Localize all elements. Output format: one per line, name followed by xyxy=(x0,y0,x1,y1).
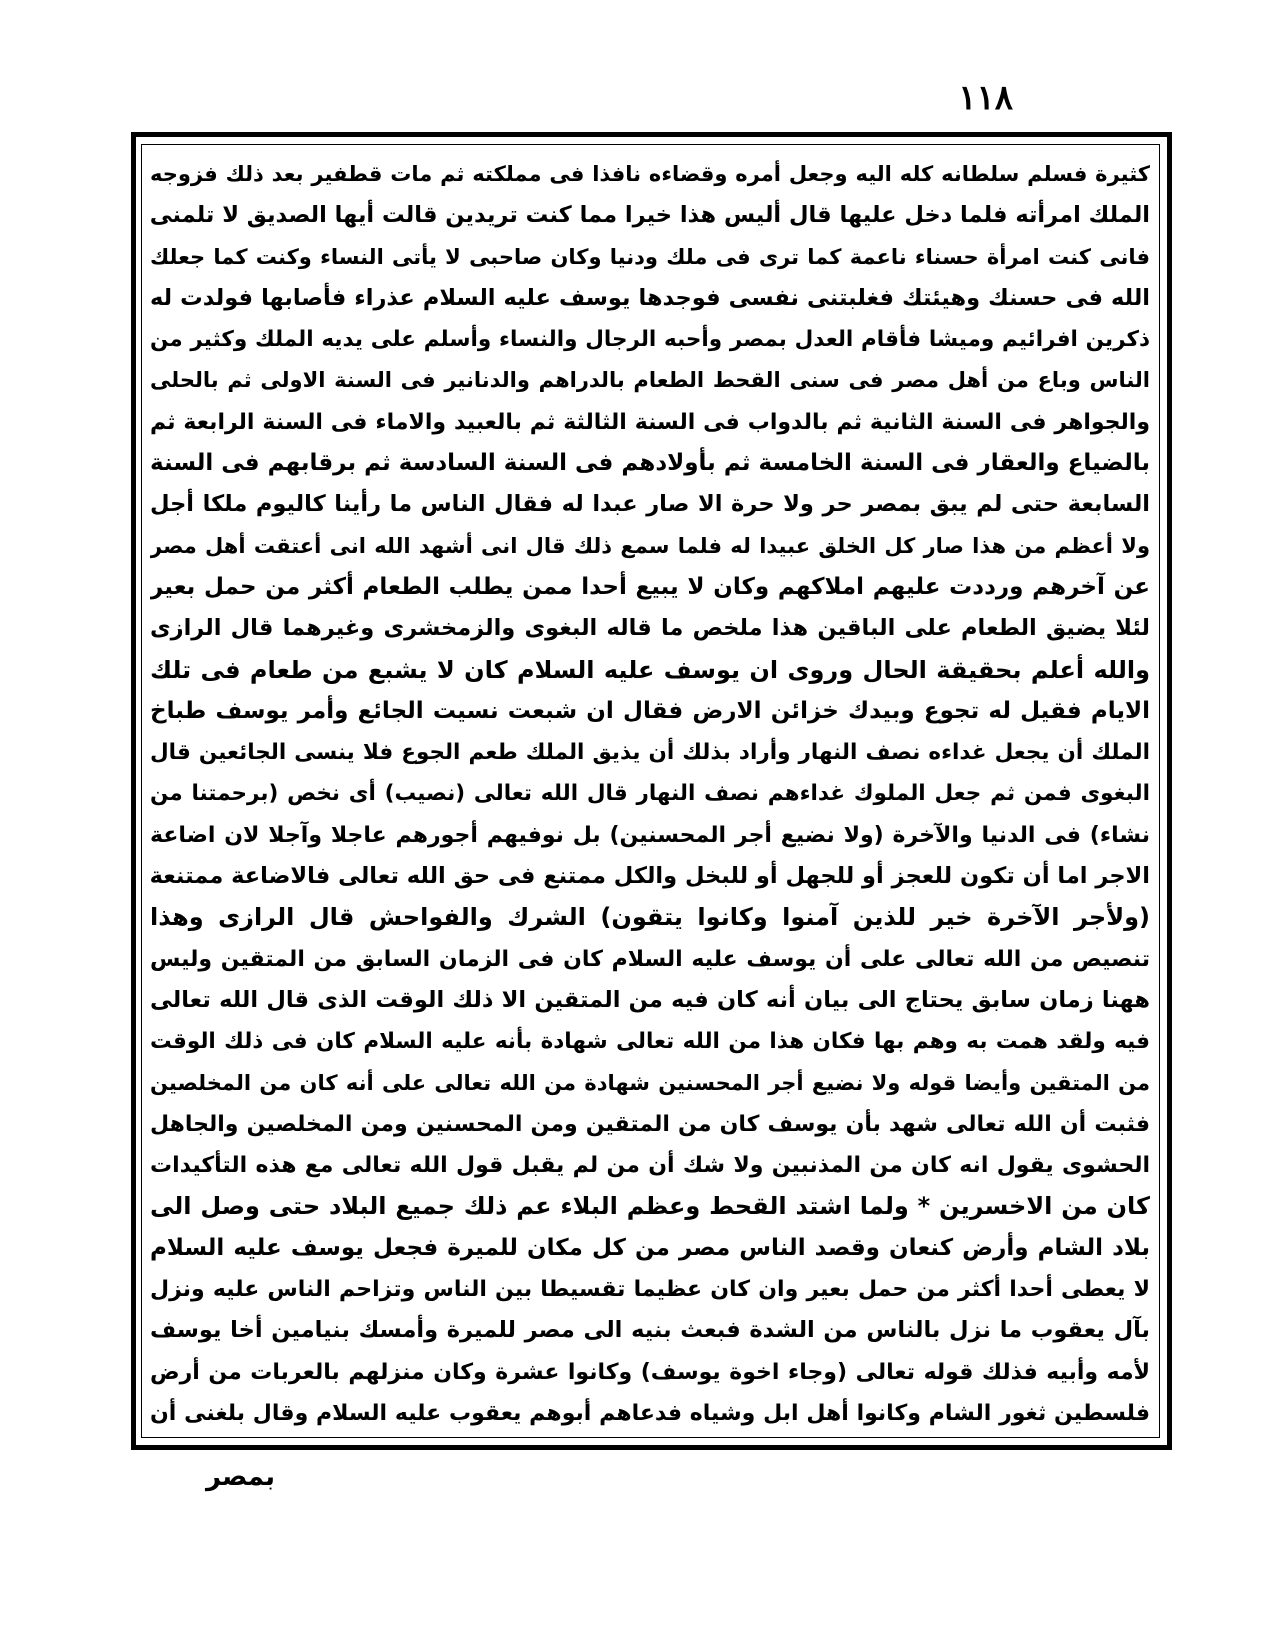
text-line: والجواهر فى السنة الثانية ثم بالدواب فى السنة الثالثة ثم بالعبيد والاماء فى السنة الرابعة ثم xyxy=(150,409,1150,435)
text-line: فلسطين ثغور الشام وكانوا أهل ابل وشياه فدعاهم أبوهم يعقوب عليه السلام وقال بلغنى أن xyxy=(150,1400,1150,1426)
page-number: ١١٨ xyxy=(958,78,1013,118)
text-line: ههنا زمان سابق يحتاج الى بيان أنه كان فيه من المتقين الا ذلك الوقت الذى قال الله تعالى xyxy=(150,986,1150,1013)
text-line: بآل يعقوب ما نزل بالناس من الشدة فبعث بنيه الى مصر للميرة وأمسك بنيامين أخا يوسف xyxy=(150,1317,1150,1344)
text-line: فانى كنت امرأة حسناء ناعمة كما ترى فى ملك ودنيا وكان صاحبى لا يأتى النساء وكنت كما جعلك xyxy=(150,244,1150,269)
text-line: فثبت أن الله تعالى شهد بأن يوسف كان من المتقين ومن المحسنين ومن المخلصين والجاهل xyxy=(150,1111,1150,1137)
catchword: بمصر xyxy=(206,1462,275,1492)
text-line: لا يعطى أحدا أكثر من حمل بعير وان كان عظيما تقسيطا بين الناس وتزاحم الناس عليه ونزل xyxy=(150,1277,1150,1303)
text-line: لئلا يضيق الطعام على الباقين هذا ملخص ما قاله البغوى والزمخشرى وغيرهما قال الرازى xyxy=(150,615,1150,642)
text-line: الاجر اما أن تكون للعجز أو للجهل أو للبخل والكل ممتنع فى حق الله تعالى فالاضاعة ممتنعة xyxy=(150,863,1150,890)
text-line: لأمه وأبيه فذلك قوله تعالى (وجاء اخوة يوسف) وكانوا عشرة وكان منزلهم بالعربات من أرض xyxy=(150,1359,1150,1385)
text-line: عن آخرهم ورددت عليهم املاكهم وكان لا يبيع أحدا ممن يطلب الطعام أكثر من حمل بعير xyxy=(150,573,1150,600)
text-line: كان من الاخسرين * ولما اشتد القحط وعظم البلاء عم ذلك جميع البلاد حتى وصل الى xyxy=(150,1192,1150,1221)
text-line: (ولأجر الآخرة خير للذين آمنوا وكانوا يتقون) الشرك والفواحش قال الرازى وهذا xyxy=(150,903,1150,932)
text-line: بلاد الشام وأرض كنعان وقصد الناس مصر من كل مكان للميرة فجعل يوسف عليه السلام xyxy=(150,1234,1150,1261)
text-line: ذكرين افرائيم وميشا فأقام العدل بمصر وأحبه الرجال والنساء وأسلم على يديه الملك وكثير من xyxy=(150,327,1150,353)
text-line: الملك أن يجعل غداءه نصف النهار وأراد بذلك أن يذيق الملك طعم الجوع فلا ينسى الجائعين قال xyxy=(150,740,1150,766)
main-text-block xyxy=(150,154,1150,1434)
text-line: والله أعلم بحقيقة الحال وروى ان يوسف عليه السلام كان لا يشبع من طعام فى تلك xyxy=(150,655,1150,684)
text-line: فيه ولقد همت به وهم بها فكان هذا من الله تعالى شهادة بأنه عليه السلام كان فى ذلك الوقت xyxy=(150,1029,1150,1055)
text-line: الايام فقيل له تجوع وبيدك خزائن الارض فقال ان شبعت نسيت الجائع وأمر يوسف طباخ xyxy=(150,697,1150,724)
text-line: بالضياع والعقار فى السنة الخامسة ثم بأولادهم فى السنة السادسة ثم برقابهم فى السنة xyxy=(150,450,1150,477)
text-line: السابعة حتى لم يبق بمصر حر ولا حرة الا صار عبدا له فقال الناس ما رأينا كاليوم ملكا أجل xyxy=(150,491,1150,518)
text-line: نشاء) فى الدنيا والآخرة (ولا نضيع أجر المحسنين) بل نوفيهم أجورهم عاجلا وآجلا لان اضاعة xyxy=(150,822,1150,848)
text-line: الملك امرأته فلما دخل عليها قال أليس هذا خيرا مما كنت تريدين قالت أيها الصديق لا تلمنى xyxy=(150,202,1150,229)
text-line: الله فى حسنك وهيئتك فغلبتنى نفسى فوجدها يوسف عليه السلام عذراء فأصابها فولدت له xyxy=(150,284,1150,311)
text-line: ولا أعظم من هذا صار كل الخلق عبيدا له فلما سمع ذلك قال انى أشهد الله انى أعتقت أهل مصر xyxy=(150,533,1150,558)
text-line: تنصيص من الله تعالى على أن يوسف عليه السلام كان فى الزمان السابق من المتقين وليس xyxy=(150,946,1150,972)
text-line: الحشوى يقول انه كان من المذنبين ولا شك أن من لم يقبل قول الله تعالى مع هذه التأكيدات xyxy=(150,1153,1150,1179)
text-line: من المتقين وأيضا قوله ولا نضيع أجر المحسنين شهادة من الله تعالى على أنه كان من المخلصين xyxy=(150,1070,1150,1095)
text-line: الناس وباع من أهل مصر فى سنى القحط الطعام بالدراهم والدنانير فى السنة الاولى ثم بالحلى xyxy=(150,368,1150,393)
text-line: كثيرة فسلم سلطانه كله اليه وجعل أمره وقضاءه نافذا فى مملكته ثم مات قطفير بعد ذلك فزوجه xyxy=(150,162,1150,186)
text-line: البغوى فمن ثم جعل الملوك غداءهم نصف النهار قال الله تعالى (نصيب) أى نخص (برحمتنا من xyxy=(150,781,1150,807)
